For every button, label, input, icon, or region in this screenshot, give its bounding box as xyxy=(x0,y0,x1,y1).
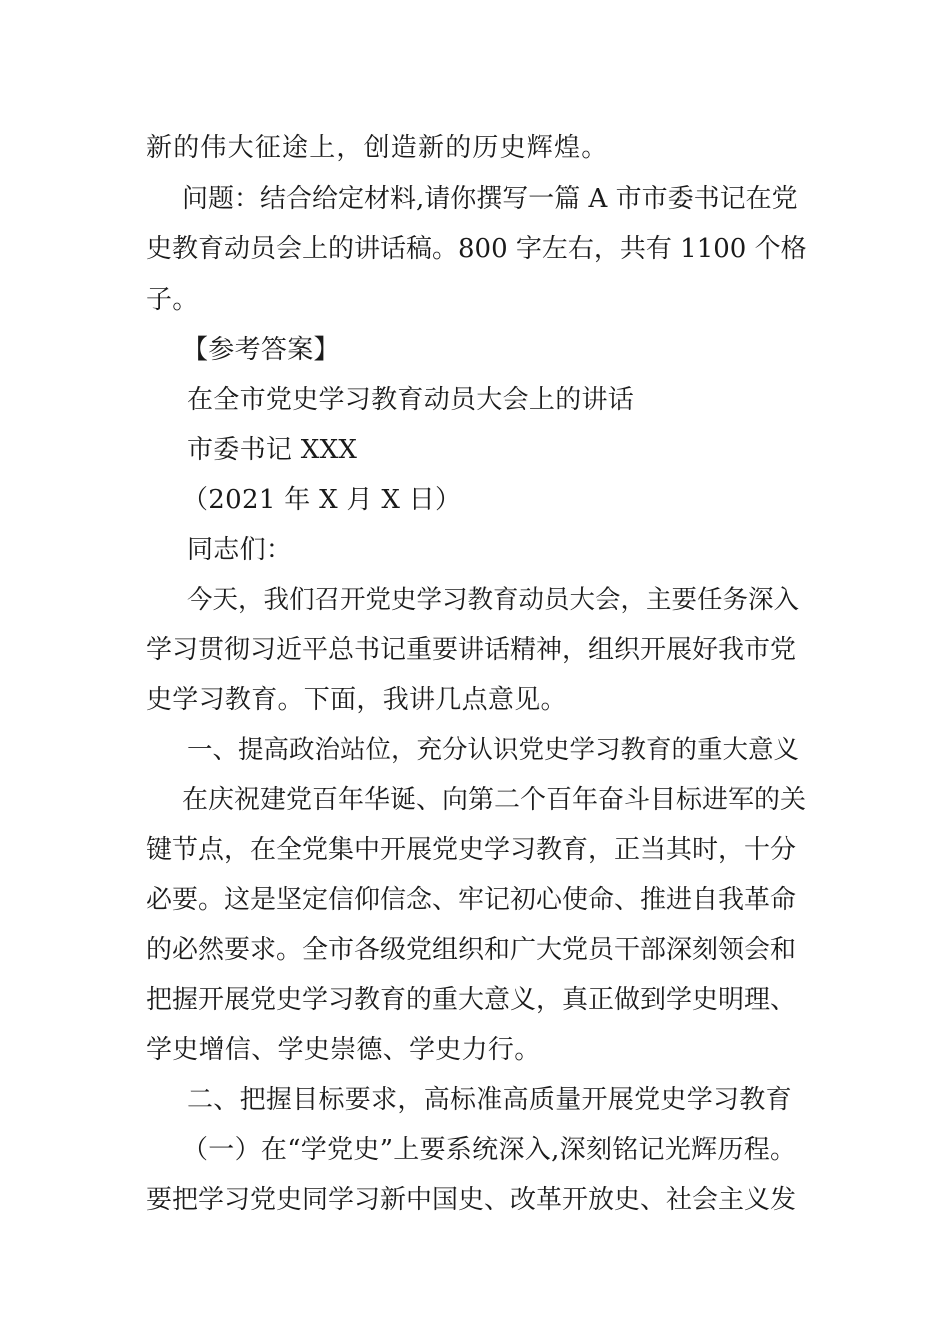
answer-heading: 【参考答案】 xyxy=(182,335,340,365)
paragraph-line: 子。 xyxy=(146,285,199,315)
paragraph-line: 的必然要求。全市各级党组织和广大党员干部深刻领会和 xyxy=(146,935,797,965)
question-line: 问题：结合给定材料,请你撰写一篇 A 市市委书记在党 xyxy=(182,184,798,214)
paragraph-line: 键节点，在全党集中开展党史学习教育，正当其时，十分 xyxy=(146,835,797,865)
section-heading-1: 一、提高政治站位，充分认识党史学习教育的重大意义 xyxy=(187,735,800,765)
salutation: 同志们： xyxy=(187,535,293,565)
paragraph-line: 今天，我们召开党史学习教育动员大会，主要任务深入 xyxy=(187,585,800,615)
paragraph-line: 在庆祝建党百年华诞、向第二个百年奋斗目标进军的关 xyxy=(182,785,807,815)
paragraph-line: 新的伟大征途上，创造新的历史辉煌。 xyxy=(146,133,609,163)
paragraph-line: 要把学习党史同学习新中国史、改革开放史、社会主义发 xyxy=(146,1185,797,1215)
speaker-line: 市委书记 XXX xyxy=(187,435,358,465)
paragraph-line: 学史增信、学史崇德、学史力行。 xyxy=(146,1035,541,1065)
paragraph-line: 把握开展党史学习教育的重大意义，真正做到学史明理、 xyxy=(146,985,797,1015)
section-heading-2: 二、把握目标要求，高标准高质量开展党史学习教育 xyxy=(187,1085,792,1115)
paragraph-line: 史教育动员会上的讲话稿。800 字左右，共有 1100 个格 xyxy=(146,234,807,264)
paragraph-line: 必要。这是坚定信仰信念、牢记初心使命、推进自我革命 xyxy=(146,885,797,915)
paragraph-line: 史学习教育。下面，我讲几点意见。 xyxy=(146,685,567,715)
subsection-heading-1: （一）在“学党史”上要系统深入,深刻铭记光辉历程。 xyxy=(182,1135,797,1165)
date-line: （2021 年 X 月 X 日） xyxy=(182,485,462,515)
paragraph-line: 学习贯彻习近平总书记重要讲话精神，组织开展好我市党 xyxy=(146,635,797,665)
speech-title: 在全市党史学习教育动员大会上的讲话 xyxy=(187,385,635,415)
